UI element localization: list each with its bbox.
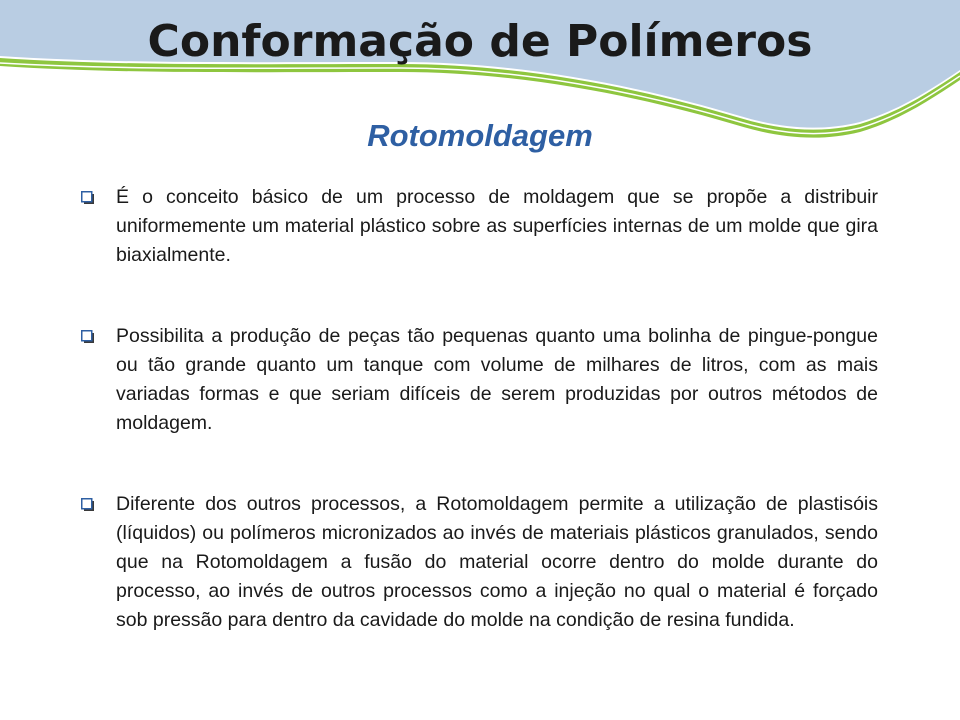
hollow-square-bullet-icon	[81, 498, 94, 511]
bullet-text: É o conceito básico de um processo de moldagem que se propõe a distribuir uniformemente um material plástico sobre as superfícies internas de um molde que gira biaxialmente.	[116, 186, 878, 266]
bullet-item	[78, 490, 878, 635]
bullet-text: Diferente dos outros processos, a Rotomoldagem permite a utilização de plastisóis (líquidos) ou polímeros micronizados ao invés de materiais plásticos granulados, sendo que na Rotomoldagem a fusão do material ocorre dentro do molde durante do processo, ao invés de outros processos como a injeção no qual o material é forçado sob pressão para dentro da cavidade do molde na condição de resina fundida.	[116, 493, 878, 631]
slide-title: Conformação de Polímeros	[147, 16, 813, 67]
bullet-item	[78, 322, 878, 438]
hollow-square-bullet-icon	[81, 191, 94, 204]
bullet-list	[78, 183, 878, 635]
slide-subtitle: Rotomoldagem	[367, 118, 593, 153]
bullet-text: Possibilita a produção de peças tão pequenas quanto uma bolinha de pingue-pongue ou tão grande quanto um tanque com volume de milhares de litros, com as mais variadas formas e que seriam difíceis de serem produzidas por outros métodos de moldagem.	[116, 325, 878, 434]
hollow-square-bullet-icon	[81, 330, 94, 343]
bullet-item	[78, 183, 878, 270]
